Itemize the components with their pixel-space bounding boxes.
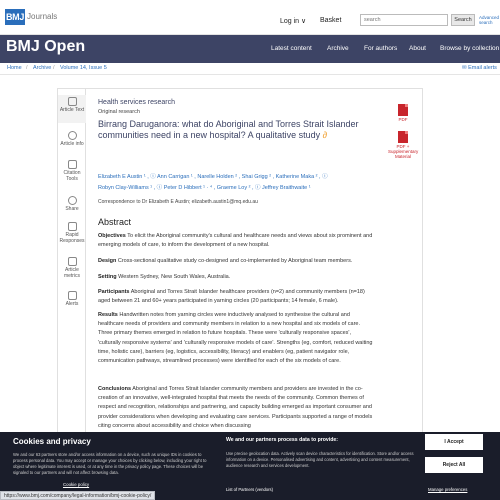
reply-icon — [68, 222, 77, 231]
pdf-icon — [398, 131, 408, 143]
rail-label: Alerts — [65, 301, 79, 307]
breadcrumb-archive[interactable]: Archive — [33, 65, 52, 71]
rail-label: Article Text — [59, 107, 85, 113]
basket-link[interactable]: Basket — [320, 17, 342, 24]
article-type: Original research — [98, 109, 140, 115]
mail-icon — [68, 291, 77, 300]
nav-browse-collection[interactable]: Browse by collection — [440, 45, 500, 52]
rail-label: Rapid Responses — [59, 232, 85, 244]
chart-icon — [68, 257, 77, 266]
partners-title: We and our partners process data to provide: — [226, 437, 339, 443]
participants-label: Participants — [98, 289, 130, 295]
results-text: Handwritten notes from yarning circles were inductively analysed to synthesise the cultural and healthcare needs of providers and community members in relation to a new hospital and six models of care. Three primary themes emerged in relation to future hospitals. These were 'culturally responsive spaces', 'culturally responsive systems' and 'culturally responsive models of care'. Strengths (eg, comfort, reduced waiting time, holistic care), barriers (eg, logistics, accessibility, literacy) and enablers (eg, patient navigator role, communication pathways, streamlined processes) were identified for each of the six models of care. — [98, 312, 373, 365]
design-label: Design — [98, 258, 117, 264]
setting-label: Setting — [98, 274, 117, 280]
share-icon — [68, 196, 77, 205]
article-card — [57, 88, 423, 433]
rail-label: Share — [65, 206, 79, 212]
search-input[interactable] — [360, 14, 448, 26]
article-tools-rail — [58, 89, 86, 433]
nav-archive[interactable]: Archive — [327, 45, 349, 52]
breadcrumb — [0, 63, 500, 75]
authors-line[interactable]: Elizabeth E Austin ¹ , ⓘ Ann Carrigan ¹ , Narelle Holden ² , Shai Grigg ² , Katherine Maka ² , ⓘ — [98, 174, 328, 180]
email-alerts-link[interactable] — [462, 65, 497, 71]
reject-all-button[interactable]: Reject All — [425, 457, 483, 473]
rail-label: Article info — [60, 141, 84, 147]
breadcrumb-issue[interactable]: Volume 14, Issue 5 — [60, 65, 107, 71]
pdf-supplementary-download[interactable] — [388, 131, 418, 159]
breadcrumb-separator: / — [26, 65, 28, 71]
objectives-text: To elicit the Aboriginal community's cultural and healthcare needs and views about six prominent and emerging models of care, to inform the development of a new hospital. — [98, 233, 373, 249]
article-title-text: Birrang Daruganora: what do Aboriginal and Torres Strait Islander communities need in a new hospital? A qualitative study — [98, 119, 359, 140]
pdf-icon — [398, 104, 408, 116]
participants-text: Aboriginal and Torres Strait Islander healthcare providers (n=2) and community members (n=18) aged between 21 and 60+ years participated in yarning circles (20 participants; 14 female, 6 male). — [98, 289, 365, 305]
abstract-participants — [98, 288, 374, 306]
breadcrumb-separator: / — [53, 65, 55, 71]
breadcrumb-home[interactable]: Home — [7, 65, 22, 71]
design-text: Cross-sectional qualitative study co-designed and co-implemented by Aboriginal team members. — [117, 258, 353, 264]
rail-rapid-responses[interactable] — [58, 222, 86, 244]
partners-list-link[interactable]: List of Partners (vendors) — [226, 487, 274, 492]
cookie-banner — [0, 432, 500, 500]
manage-preferences-link[interactable]: Manage preferences — [428, 487, 468, 492]
article-title — [98, 119, 373, 140]
setting-text: Western Sydney, New South Wales, Australia. — [118, 274, 231, 280]
status-bar-url: https://www.bmj.com/company/legal-information/bmj-cookie-policy/ — [0, 491, 155, 500]
abstract-results — [98, 311, 374, 366]
rail-label: Citation Tools — [63, 170, 81, 182]
conclusions-text: Aboriginal and Torres Strait Islander community members and providers are invested in the co-creation of an innovative, well-integrated hospital that meets the needs of the community. Common themes of respect and recognition, relationships and partnering, and capacity building emerged as important consumer and provider considerations when developing and evaluating care services. Participants supported a range of models citing concerns about accessibility and choice when discussing — [98, 386, 373, 429]
objectives-label: Objectives — [98, 233, 126, 239]
site-header — [0, 0, 500, 35]
journal-nav — [0, 35, 500, 63]
abstract-setting — [98, 273, 374, 282]
mail-icon: ✉ — [462, 65, 469, 71]
advanced-search-link[interactable]: Advanced search — [479, 15, 500, 25]
rail-label: Article metrics — [63, 267, 81, 279]
abstract-design — [98, 257, 374, 266]
abstract-heading: Abstract — [98, 217, 132, 227]
info-icon — [68, 131, 77, 140]
nav-about[interactable]: About — [409, 45, 426, 52]
pdf-download[interactable] — [388, 104, 418, 122]
nav-for-authors[interactable]: For authors — [364, 45, 398, 52]
rail-alerts[interactable] — [58, 291, 86, 308]
author-list — [98, 172, 373, 194]
abstract-conclusions — [98, 385, 374, 431]
rail-article-info[interactable] — [58, 131, 86, 148]
cookie-policy-link[interactable]: Cookie policy — [63, 482, 90, 487]
results-label: Results — [98, 312, 118, 318]
conclusions-label: Conclusions — [98, 386, 132, 392]
accept-button[interactable]: I Accept — [425, 434, 483, 450]
pdf-label: PDF — [398, 117, 408, 122]
abstract-objectives — [98, 232, 374, 250]
open-access-icon: ∂ — [322, 129, 328, 140]
search-button[interactable]: Search — [451, 14, 475, 26]
cookie-title: Cookies and privacy — [13, 437, 91, 446]
nav-latest-content[interactable]: Latest content — [271, 45, 312, 52]
email-alerts-label: Email alerts — [468, 65, 497, 71]
pdf-supplementary-label: PDF + Supplementary Material — [388, 144, 419, 159]
rail-article-text[interactable] — [58, 95, 86, 123]
login-link[interactable]: Log in ∨ — [280, 18, 307, 25]
section-label: Health services research — [98, 99, 176, 106]
authors-line[interactable]: Robyn Clay-Williams ¹ , ⓘ Peter D Hibbert ¹ · ⁴ , Graeme Loy ² , ⓘ Jeffrey Braithwaite ¹ — [98, 185, 311, 191]
partners-text: Use precise geolocation data. Actively scan device characteristics for identification. Store and/or access information on a device. Personalised advertising and content, advertising and content measurement, audience research and services development. — [226, 451, 414, 468]
correspondence: Correspondence to Dr Elizabeth E Austin; elizabeth.austin1@mq.edu.au — [98, 199, 258, 205]
cookie-text: We and our 63 partners store and/or access information on a device, such as unique IDs in cookies to process personal data. You may accept or manage your choices by clicking below, including your right to object where legitimate interest is used, or at any time in the privacy policy page. These choices will be signaled to our partners and will not affect browsing data. — [13, 452, 207, 475]
bmj-logo[interactable]: BMJ — [5, 9, 25, 25]
rail-citation-tools[interactable] — [58, 160, 86, 182]
journals-label: Journals — [27, 12, 58, 21]
quote-icon — [68, 160, 77, 169]
document-icon — [68, 97, 77, 106]
rail-article-metrics[interactable] — [58, 257, 86, 279]
journal-title[interactable]: BMJ Open — [6, 38, 86, 55]
rail-share[interactable] — [58, 196, 86, 213]
